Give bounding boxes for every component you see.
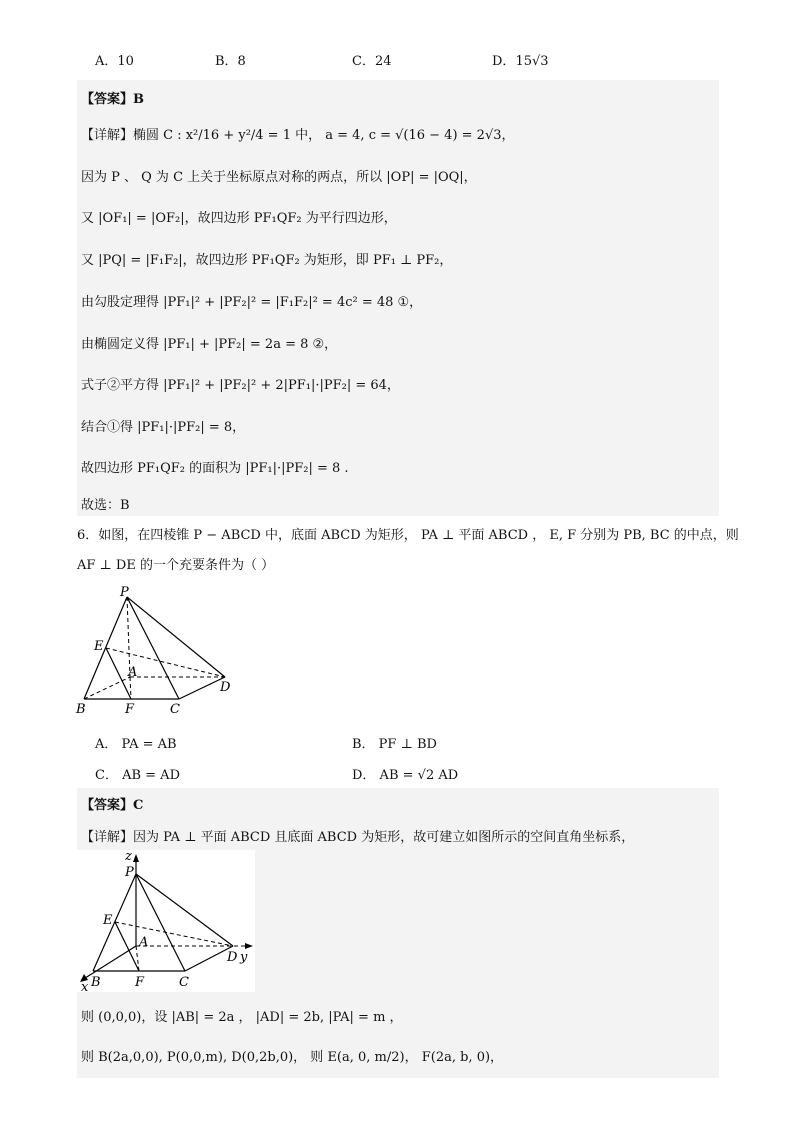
q6-option-d: D． AB = √2 AD bbox=[352, 768, 459, 783]
label-e: E bbox=[94, 639, 104, 654]
q5-solution-line-6: 由椭圆定义得 |PF₁| + |PF₂| = 2a = 8 ②， bbox=[81, 337, 338, 352]
option-d bbox=[492, 50, 549, 69]
label-f: F bbox=[125, 702, 135, 717]
q6-coordinate-figure bbox=[77, 850, 255, 992]
q6-option-b: B． PF ⊥ BD bbox=[352, 737, 437, 752]
label-b: B bbox=[76, 702, 86, 717]
q6-solution-line-2: 则 (0,0,0)，设 |AB| = 2a ， |AD| = 2b, |PA| = m ， bbox=[81, 1010, 403, 1025]
y-axis-arrow bbox=[245, 943, 253, 949]
coord-edge-pc bbox=[136, 874, 185, 971]
option-c: C．24 bbox=[352, 54, 392, 69]
q5-solution-line-7: 式子②平方得 |PF₁|² + |PF₂|² + 2|PF₁|·|PF₂| = 64， bbox=[81, 378, 400, 393]
q5-solution-line-4: 又 |PQ| = |F₁F₂|，故四边形 PF₁QF₂ 为矩形，即 PF₁ ⊥ PF₂， bbox=[81, 253, 453, 268]
coord-edge-pb bbox=[93, 874, 136, 971]
label-p: P bbox=[120, 585, 129, 600]
q6-solution-line-1: 【详解】因为 PA ⊥ 平面 ABCD 且底面 ABCD 为矩形，故可建立如图所示的空间直角坐标系， bbox=[81, 830, 635, 845]
option-a: A．10 bbox=[95, 54, 134, 69]
coord-label-b: B bbox=[91, 975, 101, 990]
coord-label-e: E bbox=[103, 913, 113, 928]
coord-label-z: z bbox=[125, 850, 132, 864]
option-b: B．8 bbox=[215, 54, 246, 69]
q6-option-c: C． AB = AD bbox=[95, 768, 180, 783]
option-d-prefix: D． bbox=[492, 54, 516, 69]
label-c: C bbox=[170, 702, 180, 717]
coord-label-f: F bbox=[135, 975, 145, 990]
coord-edge-cd bbox=[185, 946, 233, 971]
coord-label-c: C bbox=[179, 975, 189, 990]
q5-answer: 【答案】B bbox=[81, 92, 144, 107]
q6-stem-line-2: AF ⊥ DE 的一个充要条件为（ ） bbox=[77, 558, 275, 573]
q5-solution-line-5: 由勾股定理得 |PF₁|² + |PF₂|² = |F₁F₂|² = 4c² = 48 ①， bbox=[81, 295, 423, 310]
q5-solution-line-1: 【详解】椭圆 C : x²/16 + y²/4 = 1 中， a = 4, c = √(16 − 4) = 2√3， bbox=[81, 128, 515, 143]
edge-cd bbox=[179, 677, 225, 699]
coord-label-y: y bbox=[240, 950, 248, 965]
edge-pc bbox=[127, 597, 179, 699]
edge-ba bbox=[84, 677, 130, 699]
coord-label-p: P bbox=[125, 865, 134, 880]
q6-answer: 【答案】C bbox=[81, 798, 144, 813]
label-a: A bbox=[128, 665, 138, 680]
q5-solution-line-2: 因为 P 、 Q 为 C 上关于坐标原点对称的两点，所以 |OP| = |OQ|， bbox=[81, 170, 477, 185]
option-d-value: 15√3 bbox=[515, 54, 549, 69]
coord-label-x: x bbox=[81, 980, 89, 992]
q5-options-row bbox=[0, 46, 794, 72]
q5-solution-line-3: 又 |OF₁| = |OF₂|，故四边形 PF₁QF₂ 为平行四边形， bbox=[81, 211, 397, 226]
z-axis-arrow bbox=[133, 854, 139, 862]
q5-solution-line-9: 故四边形 PF₁QF₂ 的面积为 |PF₁|·|PF₂| = 8 . bbox=[81, 461, 349, 476]
q6-option-a: A． PA = AB bbox=[95, 737, 177, 752]
q6-stem-line-1: 6．如图，在四棱锥 P − ABCD 中，底面 ABCD 为矩形， PA ⊥ 平面 ABCD ， E, F 分别为 PB, BC 的中点，则 bbox=[77, 528, 739, 543]
q6-solution-block bbox=[77, 788, 719, 1078]
q5-solution-line-8: 结合①得 |PF₁|·|PF₂| = 8， bbox=[81, 420, 246, 435]
q6-solution-line-3: 则 B(2a,0,0), P(0,0,m), D(0,2b,0)， 则 E(a, 0, m/2)， F(2a, b, 0)， bbox=[81, 1050, 504, 1065]
coord-label-a: A bbox=[139, 935, 149, 950]
q5-solution-block bbox=[77, 80, 719, 516]
edge-pb bbox=[84, 597, 127, 699]
segment-af bbox=[130, 677, 131, 699]
coord-edge-pd bbox=[136, 874, 233, 946]
label-d: D bbox=[220, 680, 231, 695]
coord-segment-de bbox=[115, 922, 233, 946]
q5-solution-line-10: 故选：B bbox=[81, 498, 130, 513]
coord-label-d: D bbox=[227, 950, 238, 965]
q6-pyramid-figure bbox=[70, 582, 250, 722]
